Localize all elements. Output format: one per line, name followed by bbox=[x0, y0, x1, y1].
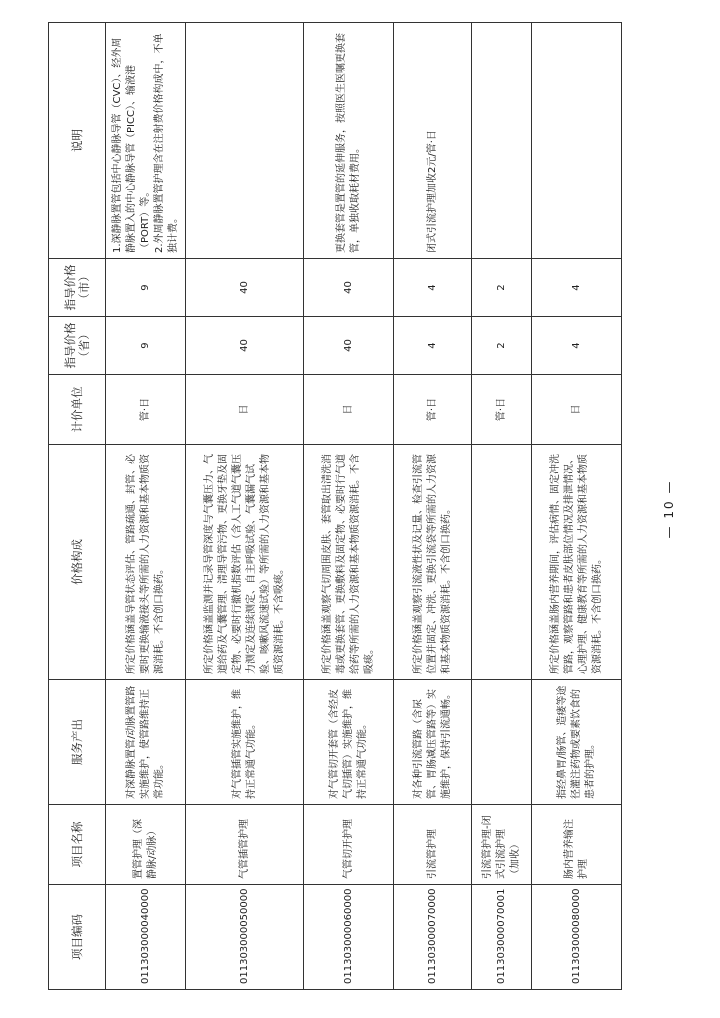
notes: 1.深静脉置管包括中心静脉导管（CVC）、经外周静脉置入的中心静脉导管（PICC）、输液港（PORT）等。 2.外周静脉置管护理含在注射费价格构成中，不单独计费。 bbox=[106, 23, 186, 259]
price-province: 2 bbox=[472, 317, 532, 375]
item-code: 011303000070000 bbox=[394, 885, 472, 990]
table-row bbox=[106, 23, 186, 990]
price-composition: 所定价格涵盖观察引流液性状及记量、检查引流管位置并固定、冲洗、更换引流袋等所需的人力资源和基本物质资源消耗。不含创口换药。 bbox=[394, 445, 472, 680]
header-name: 项目名称 bbox=[49, 805, 106, 885]
price-city: 4 bbox=[532, 259, 622, 317]
price-city: 40 bbox=[186, 259, 304, 317]
item-name: 气管切开护理 bbox=[304, 805, 394, 885]
header-notes: 说明 bbox=[49, 23, 106, 259]
header-service: 服务产出 bbox=[49, 680, 106, 805]
item-code: 011303000060000 bbox=[304, 885, 394, 990]
pricing-unit: 日 bbox=[304, 375, 394, 445]
pricing-unit: 日 bbox=[532, 375, 622, 445]
price-city: 4 bbox=[394, 259, 472, 317]
service-output bbox=[472, 680, 532, 805]
service-output: 对气管插管实施维护，维持正常通气功能。 bbox=[186, 680, 304, 805]
table-row bbox=[304, 23, 394, 990]
notes bbox=[532, 23, 622, 259]
price-city: 9 bbox=[106, 259, 186, 317]
pricing-unit: 日 bbox=[186, 375, 304, 445]
service-output: 指经鼻胃/肠管、造瘘等途径灌注药物或要素饮食的患者的护理。 bbox=[532, 680, 622, 805]
notes: 闭式引流护理加收2元/管·日 bbox=[394, 23, 472, 259]
item-name: 置管护理（深静脉/动脉） bbox=[106, 805, 186, 885]
price-composition: 所定价格涵盖监测并记录导管深度与气囊压力、气道给药及气囊管理、清理导管污物、更换牙垫及固定物、必要时行撤机指数评估（含人工气道气囊压力测定及连续测定、自主呼吸试验、气囊漏气试验、咳嗽风流速试验）等所需的人力资源和基本物质资源消耗。不含吸痰。 bbox=[186, 445, 304, 680]
price-composition bbox=[472, 445, 532, 680]
header-composition: 价格构成 bbox=[49, 445, 106, 680]
notes bbox=[186, 23, 304, 259]
service-output: 对各种引流管路（含尿管、胃肠减压管路等）实施维护，保持引流通畅。 bbox=[394, 680, 472, 805]
item-code: 011303000040000 bbox=[106, 885, 186, 990]
table-row bbox=[532, 23, 622, 990]
price-city: 40 bbox=[304, 259, 394, 317]
notes bbox=[472, 23, 532, 259]
item-name: 气管插管护理 bbox=[186, 805, 304, 885]
service-output: 对气管切开套管（含经皮气切插管）实施维护，维持正常通气功能。 bbox=[304, 680, 394, 805]
price-composition: 所定价格涵盖导管状态评估、管路疏通、封管、必要时更换输液接头等所需的人力资源和基本物质资源消耗。不含创口换药。 bbox=[106, 445, 186, 680]
price-composition: 所定价格涵盖观察气切周围皮肤、套管取出清洗消毒或更换套管、更换敷料及固定物、必要时行气道给药等所需的人力资源和基本物质资源消耗。不含吸痰。 bbox=[304, 445, 394, 680]
item-name: 引流管护理 bbox=[394, 805, 472, 885]
pricing-unit: 管·日 bbox=[394, 375, 472, 445]
price-province: 40 bbox=[304, 317, 394, 375]
pricing-unit: 管·日 bbox=[472, 375, 532, 445]
notes: 更换套管是置管的延伸服务，按照医生医嘱更换套管，单独收取耗材费用。 bbox=[304, 23, 394, 259]
header-price-city: 指导价格 （市） bbox=[49, 259, 106, 317]
header-unit: 计价单位 bbox=[49, 375, 106, 445]
table-row bbox=[472, 23, 532, 990]
item-code: 011303000080000 bbox=[532, 885, 622, 990]
pricing-unit: 管·日 bbox=[106, 375, 186, 445]
page-number: — 10 — bbox=[662, 479, 676, 539]
price-table bbox=[48, 22, 622, 990]
table-row bbox=[394, 23, 472, 990]
item-code: 011303000050000 bbox=[186, 885, 304, 990]
price-province: 9 bbox=[106, 317, 186, 375]
table-header-row bbox=[49, 23, 106, 990]
item-name: 引流管护理-闭式引流护理（加收） bbox=[472, 805, 532, 885]
price-city: 2 bbox=[472, 259, 532, 317]
table-row bbox=[186, 23, 304, 990]
header-code: 项目编码 bbox=[49, 885, 106, 990]
price-composition: 所定价格涵盖肠内营养期间，评估病情、固定冲洗管路，观察管路和患者皮肤部位情况及排泄情况、心理护理、健康教育等所需的人力资源和基本物质资源消耗。不含创口换药。 bbox=[532, 445, 622, 680]
item-name: 肠内营养输注护理 bbox=[532, 805, 622, 885]
item-code: 011303000070001 bbox=[472, 885, 532, 990]
price-province: 4 bbox=[532, 317, 622, 375]
price-province: 40 bbox=[186, 317, 304, 375]
service-output: 对深静脉置管/动脉置管路实施维护，使管路维持正常功能。 bbox=[106, 680, 186, 805]
price-province: 4 bbox=[394, 317, 472, 375]
header-price-province: 指导价格 （省） bbox=[49, 317, 106, 375]
